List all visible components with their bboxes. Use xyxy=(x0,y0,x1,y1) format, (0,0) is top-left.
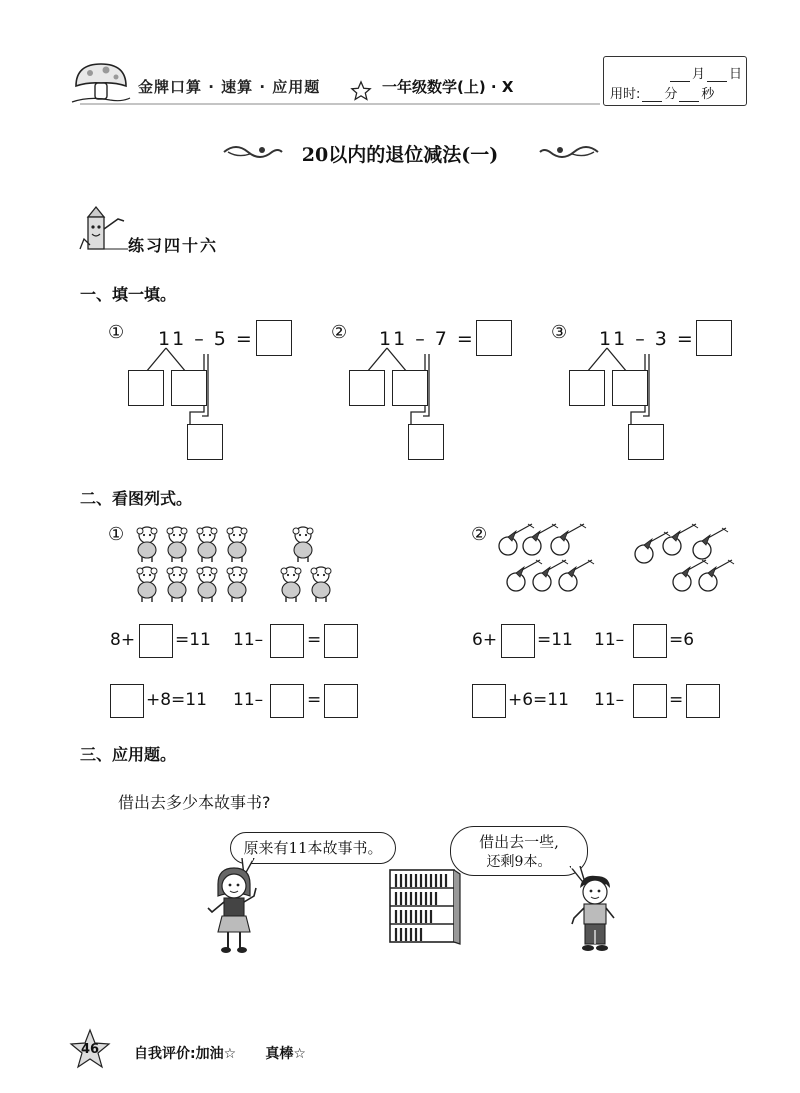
header-series: 金牌口算 · 速算 · 应用题 xyxy=(138,78,321,96)
balloons-picture xyxy=(492,520,752,602)
eq1-row2-b: +8=11 xyxy=(146,690,207,710)
bookshelf-illustration xyxy=(388,868,462,946)
day-blank[interactable] xyxy=(707,69,727,82)
self-eval-label: 自我评价:加油☆ xyxy=(134,1046,237,1062)
minute-blank[interactable] xyxy=(642,89,662,102)
answer-box[interactable] xyxy=(633,684,667,718)
star-icon xyxy=(350,80,372,102)
equals-sign: = xyxy=(235,328,254,350)
boy-speech-line-1: 借出去一些, xyxy=(479,833,559,851)
result-box[interactable] xyxy=(628,424,664,460)
eq1-row1-c: 11– xyxy=(233,630,264,650)
picture-1-number: ① xyxy=(108,524,125,545)
answer-box[interactable] xyxy=(633,624,667,658)
operand-b: 5 xyxy=(213,328,228,350)
split-box-1[interactable] xyxy=(349,370,385,406)
second-blank[interactable] xyxy=(679,89,699,102)
problem-2-number: ② xyxy=(331,322,348,343)
exercise-title: 练习四十六 xyxy=(128,236,219,255)
equals-sign: = xyxy=(456,328,475,350)
eq2-row2-d: = xyxy=(669,690,684,710)
operand-a: 11 xyxy=(379,328,408,350)
eq2-row2-b: +6=11 xyxy=(508,690,569,710)
split-box-2[interactable] xyxy=(171,370,207,406)
answer-box[interactable] xyxy=(472,684,506,718)
section-2-heading: 二、看图列式。 xyxy=(80,489,193,508)
split-box-2[interactable] xyxy=(392,370,428,406)
great-label: 真棒☆ xyxy=(265,1046,306,1062)
operator: – xyxy=(194,328,206,350)
page-number: 46 xyxy=(80,1042,100,1057)
eq1-row2-c: 11– xyxy=(233,690,264,710)
minute-label: 分 xyxy=(664,87,678,102)
operand-a: 11 xyxy=(599,328,628,350)
problem-3-number: ③ xyxy=(551,322,568,343)
month-label: 月 xyxy=(691,67,705,82)
answer-box[interactable] xyxy=(110,684,144,718)
answer-box[interactable] xyxy=(501,624,535,658)
operand-b: 7 xyxy=(434,328,449,350)
sheep-picture xyxy=(132,524,342,604)
girl-illustration xyxy=(204,866,264,956)
boy-illustration xyxy=(566,874,622,954)
result-box[interactable] xyxy=(187,424,223,460)
section-1-heading: 一、填一填。 xyxy=(80,285,177,304)
operand-b: 3 xyxy=(654,328,669,350)
split-box-1[interactable] xyxy=(128,370,164,406)
answer-box[interactable] xyxy=(696,320,732,356)
footer-eval xyxy=(134,1043,306,1063)
result-box[interactable] xyxy=(408,424,444,460)
answer-box[interactable] xyxy=(139,624,173,658)
eq1-row2-d: = xyxy=(307,690,322,710)
time-label: 用时: xyxy=(610,87,641,102)
word-problem-question: 借出去多少本故事书? xyxy=(118,793,271,812)
eq1-row1-d: = xyxy=(307,630,322,650)
boy-speech-line-2: 还剩9本。 xyxy=(486,854,552,870)
answer-box[interactable] xyxy=(324,684,358,718)
answer-box[interactable] xyxy=(476,320,512,356)
header-rule xyxy=(80,102,600,106)
girl-speech-text: 原来有11本故事书。 xyxy=(243,839,383,857)
eq2-row1-b: =11 xyxy=(537,630,573,650)
eq2-row1-c: 11– xyxy=(594,630,625,650)
eq2-row2-c: 11– xyxy=(594,690,625,710)
eq1-row1-a: 8+ xyxy=(110,630,136,650)
month-blank[interactable] xyxy=(670,69,690,82)
second-label: 秒 xyxy=(701,87,715,102)
eq2-row1-d: =6 xyxy=(669,630,695,650)
split-box-2[interactable] xyxy=(612,370,648,406)
problem-1-number: ① xyxy=(108,322,125,343)
answer-box[interactable] xyxy=(256,320,292,356)
pencil-mascot-icon xyxy=(78,205,130,255)
section-3-heading: 三、应用题。 xyxy=(80,745,177,764)
answer-box[interactable] xyxy=(270,684,304,718)
answer-box[interactable] xyxy=(324,624,358,658)
split-box-1[interactable] xyxy=(569,370,605,406)
operand-a: 11 xyxy=(158,328,187,350)
mushroom-logo-icon xyxy=(70,58,132,106)
page-title: 20以内的退位减法(一) xyxy=(301,144,499,166)
answer-box[interactable] xyxy=(270,624,304,658)
eq2-row1-a: 6+ xyxy=(472,630,498,650)
operator: – xyxy=(415,328,427,350)
date-time-box xyxy=(603,56,747,106)
operator: – xyxy=(635,328,647,350)
eq1-row1-b: =11 xyxy=(175,630,211,650)
equals-sign: = xyxy=(676,328,695,350)
answer-box[interactable] xyxy=(686,684,720,718)
day-label: 日 xyxy=(728,67,742,82)
header-grade: 一年级数学(上) · X xyxy=(382,78,514,96)
picture-2-number: ② xyxy=(471,524,488,545)
right-ornament-icon xyxy=(538,140,600,164)
